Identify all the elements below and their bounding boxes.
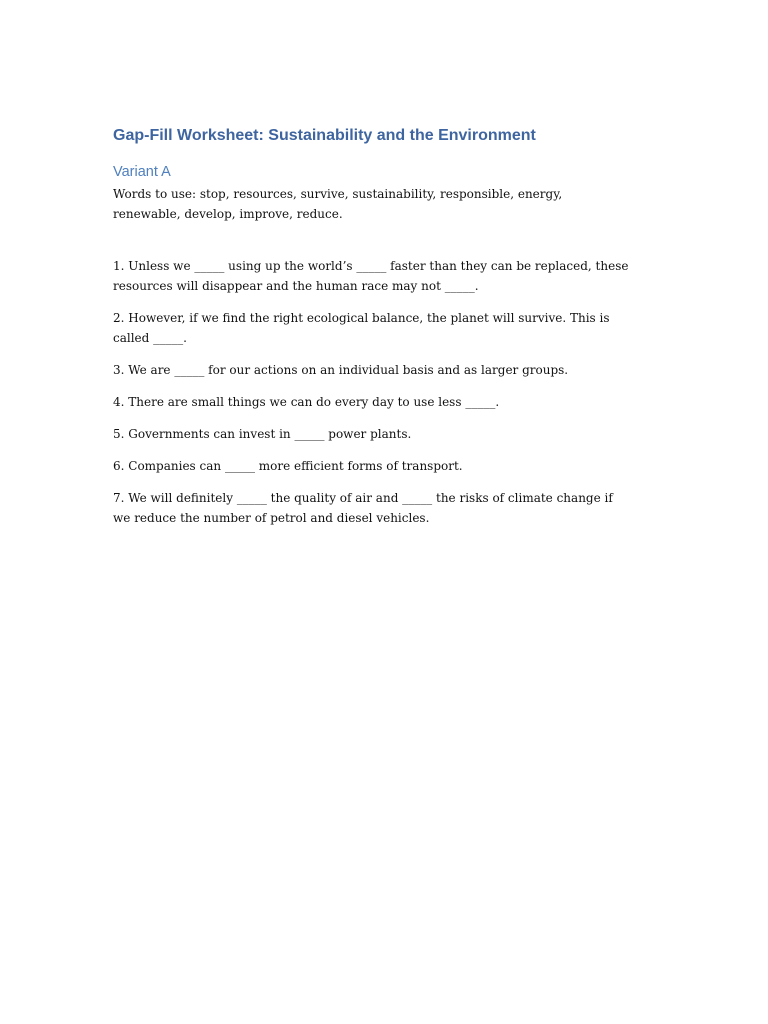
question-item-3: 3. We are _____ for our actions on an individual basis and as larger groups. [113, 363, 569, 377]
question-item-1: 1. Unless we _____ using up the world’s _____ faster than they can be replaced, these resources will disappear and the human race may not _____. [113, 259, 629, 293]
worksheet-content [113, 124, 633, 540]
variant-heading: Variant A [113, 164, 171, 180]
worksheet-title: Gap-Fill Worksheet: Sustainability and the Environment [113, 127, 536, 144]
question-item-5: 5. Governments can invest in _____ power plants. [113, 427, 412, 441]
question-item-7: 7. We will definitely _____ the quality of air and _____ the risks of climate change if we reduce the number of petrol and diesel vehicles. [113, 491, 613, 525]
question-list [113, 256, 633, 528]
question-item-2: 2. However, if we find the right ecological balance, the planet will survive. This is called _____. [113, 311, 610, 345]
word-bank: Words to use: stop, resources, survive, sustainability, responsible, energy, renewable, develop, improve, reduce. [113, 187, 563, 221]
question-item-6: 6. Companies can _____ more efficient forms of transport. [113, 459, 463, 473]
question-item-4: 4. There are small things we can do every day to use less _____. [113, 395, 500, 409]
